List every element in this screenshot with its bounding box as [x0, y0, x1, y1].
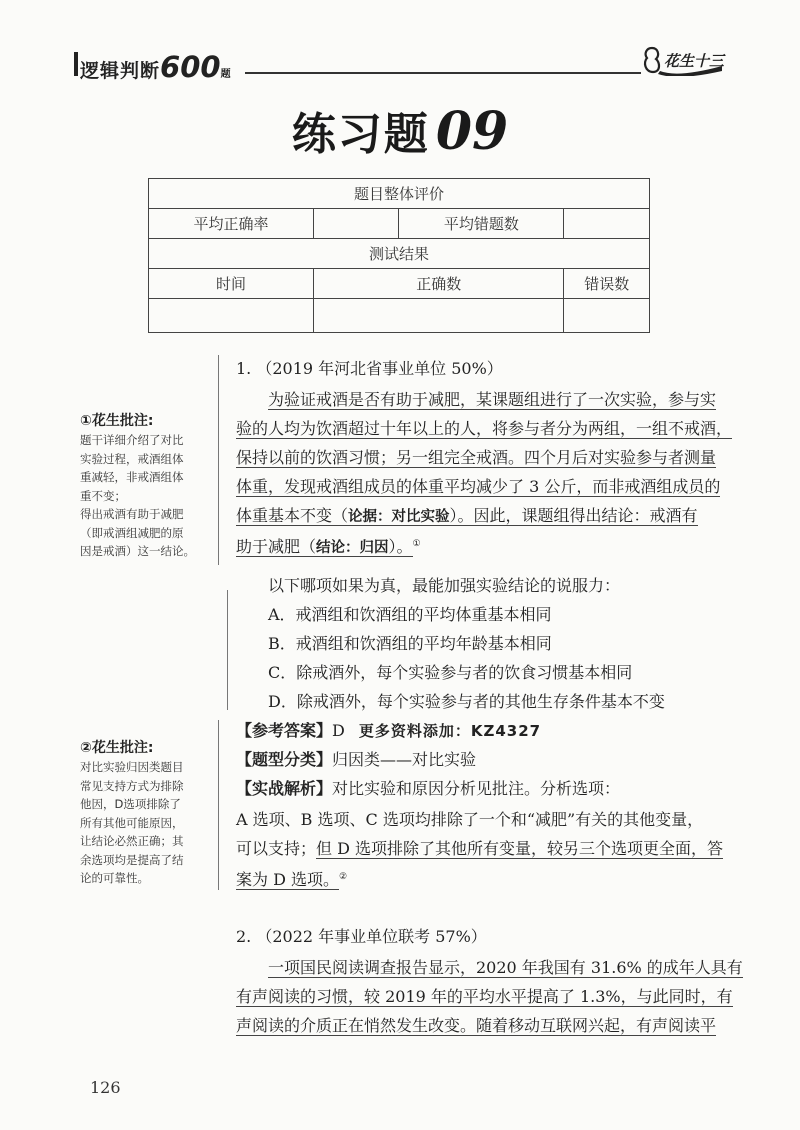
question-1-stem — [236, 385, 732, 559]
evidence-keyword: 论据：对比实验 — [348, 509, 450, 525]
table-row — [149, 269, 650, 299]
question-1-header: 1. （2019 年河北省事业单位 50%） — [236, 359, 503, 378]
time-value[interactable] — [149, 299, 314, 333]
note-line: 重减轻，非戒酒组体 — [80, 470, 184, 484]
note-1-marker: ① — [412, 539, 421, 549]
note-line: 让结论必然正确；其 — [80, 834, 184, 848]
note-line: 得出戒酒有助于减肥 — [80, 507, 184, 521]
wrong-value[interactable] — [564, 299, 650, 333]
question-2-header: 2. （2022 年事业单位联考 57%） — [236, 927, 487, 946]
answer-value: D — [332, 721, 345, 740]
note-line: 因是戒酒）这一结论。 — [80, 544, 195, 558]
note-line: 论的可靠性。 — [80, 871, 149, 885]
table-caption: 题目整体评价 — [149, 179, 650, 209]
table-row — [149, 299, 650, 333]
option-c[interactable]: C．除戒酒外，每个实验参与者的饮食习惯基本相同 — [268, 663, 633, 682]
note-line: （即戒酒组减肥的原 — [80, 525, 184, 540]
page-title — [0, 98, 800, 162]
stem-line: 体重基本不变（论据：对比实验）。因此，课题组得出结论：戒酒有 — [236, 506, 698, 525]
question-2-stem — [236, 953, 743, 1040]
analysis-text: A 选项、B 选项、C 选项均排除了一个和“减肥”有关的其他变量， — [236, 810, 704, 829]
margin-rule — [227, 590, 228, 710]
stem-line: 声阅读的介质正在悄然发生改变。随着移动互联网兴起，有声阅读平 — [236, 1016, 717, 1035]
type-line — [236, 747, 476, 770]
stem-line: 保持以前的饮酒习惯；另一组完全戒酒。四个月后对实验参与者测量 — [236, 448, 717, 467]
note-line: 对比实验归因类题目 — [80, 760, 184, 774]
brand-logo — [638, 44, 726, 76]
note-1-heading: ①花生批注: — [80, 413, 154, 429]
book-title-suffix: 题 — [220, 69, 232, 80]
note-line: 实验过程，戒酒组体 — [80, 451, 184, 466]
stem-line: 为验证戒酒是否有助于减肥，某课题组进行了一次实验，参与实 — [268, 390, 717, 409]
header-rule — [245, 72, 641, 74]
analysis-text: 但 D 选项排除了其他所有变量，较另三个选项更全面，答 — [316, 839, 724, 858]
option-a[interactable]: A．戒酒组和饮酒组的平均体重基本相同 — [268, 605, 552, 624]
page-number: 126 — [90, 1078, 121, 1097]
book-title — [80, 50, 232, 84]
analysis-text: 案为 D 选项。 — [236, 870, 340, 890]
col-time: 时间 — [149, 269, 314, 299]
correct-value[interactable] — [314, 299, 564, 333]
note-1-body — [80, 431, 218, 561]
note-2-body — [80, 758, 218, 888]
answer-line — [236, 718, 541, 741]
page-title-text: 练习题 — [291, 109, 430, 160]
promo-text: 更多资料添加：KZ4327 — [358, 722, 542, 740]
analysis-text: 对比实验和原因分析见批注。分析选项： — [332, 779, 621, 798]
note-line: 重不变； — [80, 488, 126, 503]
avg-wrong-label: 平均错题数 — [399, 209, 564, 239]
margin-rule — [218, 355, 219, 565]
stem-line: 一项国民阅读调查报告显示，2020 年我国有 31.6% 的成年人具有 — [268, 958, 743, 977]
header-bar — [74, 52, 78, 76]
stem-line: 有声阅读的习惯，较 2019 年的平均水平提高了 1.3%，与此同时，有 — [236, 987, 733, 1006]
stem-line: 验的人均为饮酒超过十年以上的人，将参与者分为两组，一组不戒酒， — [236, 419, 733, 438]
table-row — [149, 239, 650, 269]
book-title-text: 逻辑判断 — [80, 60, 161, 82]
result-caption: 测试结果 — [149, 239, 650, 269]
option-d[interactable]: D．除戒酒外，每个实验参与者的其他生存条件基本不变 — [268, 692, 665, 711]
analysis-label: 【实战解析】 — [236, 779, 333, 798]
question-1-prompt: 以下哪项如果为真，最能加强实验结论的说服力： — [268, 576, 621, 595]
conclusion-keyword: 结论：归因 — [316, 540, 389, 557]
option-b[interactable]: B．戒酒组和饮酒组的平均年龄基本相同 — [268, 634, 552, 653]
type-label: 【题型分类】 — [236, 750, 333, 769]
note-line: 余选项均是提高了结 — [80, 852, 184, 867]
note-2-heading: ②花生批注: — [80, 740, 154, 756]
table-row — [149, 209, 650, 239]
stem-line: 助于减肥（结论：归因）。 — [236, 537, 413, 557]
avg-wrong-value[interactable] — [564, 209, 650, 239]
col-wrong: 错误数 — [564, 269, 650, 299]
note-line: 常见支持方式为排除 — [80, 778, 184, 793]
avg-correct-label: 平均正确率 — [149, 209, 314, 239]
type-value: 归因类——对比实验 — [332, 750, 477, 769]
stem-line: 体重，发现戒酒组成员的体重平均减少了 3 公斤，而非戒酒组成员的 — [236, 477, 721, 496]
analysis-line — [236, 776, 620, 799]
evaluation-table — [148, 178, 650, 333]
note-line: 所有其他可能原因， — [80, 815, 184, 830]
analysis-text: 可以支持； — [236, 839, 317, 858]
page-title-number: 09 — [435, 101, 509, 162]
note-line: 题干详细介绍了对比 — [80, 433, 184, 447]
avg-correct-value[interactable] — [314, 209, 399, 239]
note-line: 他因，D选项排除了 — [80, 797, 181, 811]
brand-name: 花生十三 — [664, 52, 725, 70]
analysis-body — [236, 805, 723, 892]
margin-rule — [218, 720, 219, 890]
table-row — [149, 179, 650, 209]
answer-label: 【参考答案】 — [236, 721, 333, 740]
book-title-number: 600 — [160, 50, 221, 84]
col-correct: 正确数 — [314, 269, 564, 299]
note-2-marker: ② — [339, 872, 348, 882]
